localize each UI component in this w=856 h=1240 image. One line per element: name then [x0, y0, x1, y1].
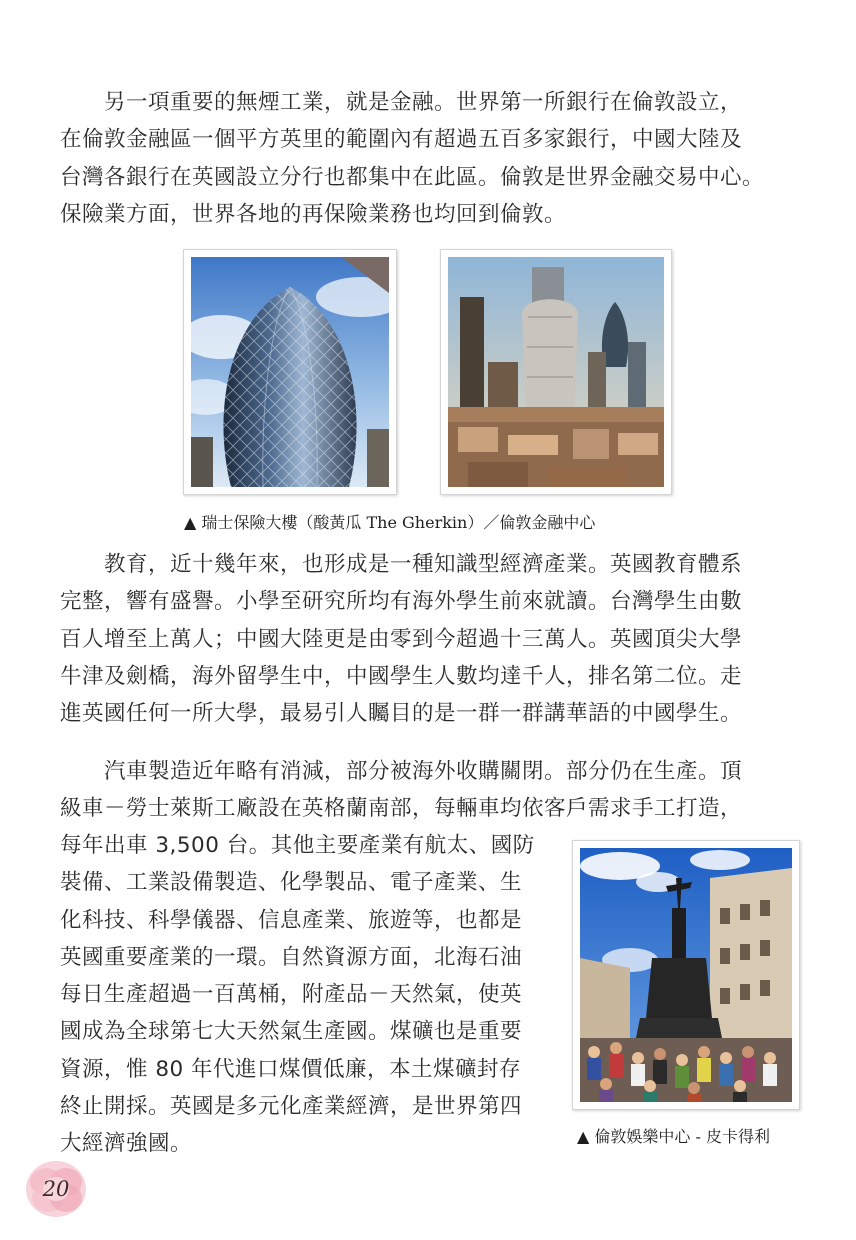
text-line: 台灣各銀行在英國設立分行也都集中在此區。倫敦是世界金融交易中心。 [60, 164, 765, 190]
text-line: 汽車製造近年略有消減，部分被海外收購關閉。部分仍在生產。頂 [104, 759, 743, 784]
text-line: 牛津及劍橋，海外留學生中，中國學生人數均達千人，排名第二位。走 [60, 663, 743, 689]
city-skyline-image [448, 257, 664, 487]
piccadilly-caption: ▲ 倫敦娛樂中心 - 皮卡得利 [577, 1127, 770, 1146]
text-line: 英國重要產業的一環。自然資源方面，北海石油 [60, 944, 523, 970]
text-line: 另一項重要的無煙工業，就是金融。世界第一所銀行在倫敦設立， [104, 90, 743, 115]
text-line: 每日生產超過一百萬桶，附產品－天然氣，使英 [60, 982, 523, 1008]
gherkin-photo [183, 249, 397, 495]
text-line: 百人增至上萬人；中國大陸更是由零到今超過十三萬人。英國頂尖大學 [60, 626, 743, 652]
text-line: 級車－勞士萊斯工廠設在英格蘭南部，每輛車均依客戶需求手工打造， [60, 796, 743, 822]
text-line: 在倫敦金融區一個平方英里的範圍內有超過五百多家銀行，中國大陸及 [60, 127, 743, 153]
finance-photos-caption: ▲ 瑞士保險大樓（酸黃瓜 The Gherkin）／倫敦金融中心 [184, 513, 596, 532]
text-line: 大經濟強國。 [60, 1131, 193, 1157]
text-line: 教育，近十幾年來，也形成是一種知識型經濟產業。英國教育體系 [104, 552, 743, 577]
text-line: 進英國任何一所大學，最易引人矚目的是一群一群講華語的中國學生。 [60, 701, 743, 727]
piccadilly-image [580, 848, 792, 1102]
city-skyline-photo [440, 249, 672, 495]
page-number-badge [24, 1158, 88, 1220]
paragraph-industry-continued [60, 827, 560, 1163]
text-line: 化科技、科學儀器、信息產業、旅遊等，也都是 [60, 907, 523, 933]
paragraph-education [60, 546, 800, 732]
piccadilly-photo [572, 840, 800, 1110]
text-line: 每年出車 3,500 台。其他主要產業有航太、國防 [60, 833, 535, 858]
paragraph-industry [60, 753, 800, 828]
text-line: 資源，惟 80 年代進口煤價低廉，本土煤礦封存 [60, 1056, 522, 1082]
text-line: 保險業方面，世界各地的再保險業務也均回到倫敦。 [60, 201, 567, 227]
gherkin-image [191, 257, 389, 487]
text-line: 裝備、工業設備製造、化學製品、電子產業、生 [60, 870, 523, 896]
paragraph-finance [60, 84, 800, 233]
text-line: 國成為全球第七大天然氣生產國。煤礦也是重要 [60, 1019, 523, 1045]
page-number: 20 [42, 1177, 70, 1201]
text-line: 完整，響有盛譽。小學至研究所均有海外學生前來就讀。台灣學生由數 [60, 589, 743, 615]
text-line: 終止開採。英國是多元化產業經濟，是世界第四 [60, 1094, 523, 1120]
